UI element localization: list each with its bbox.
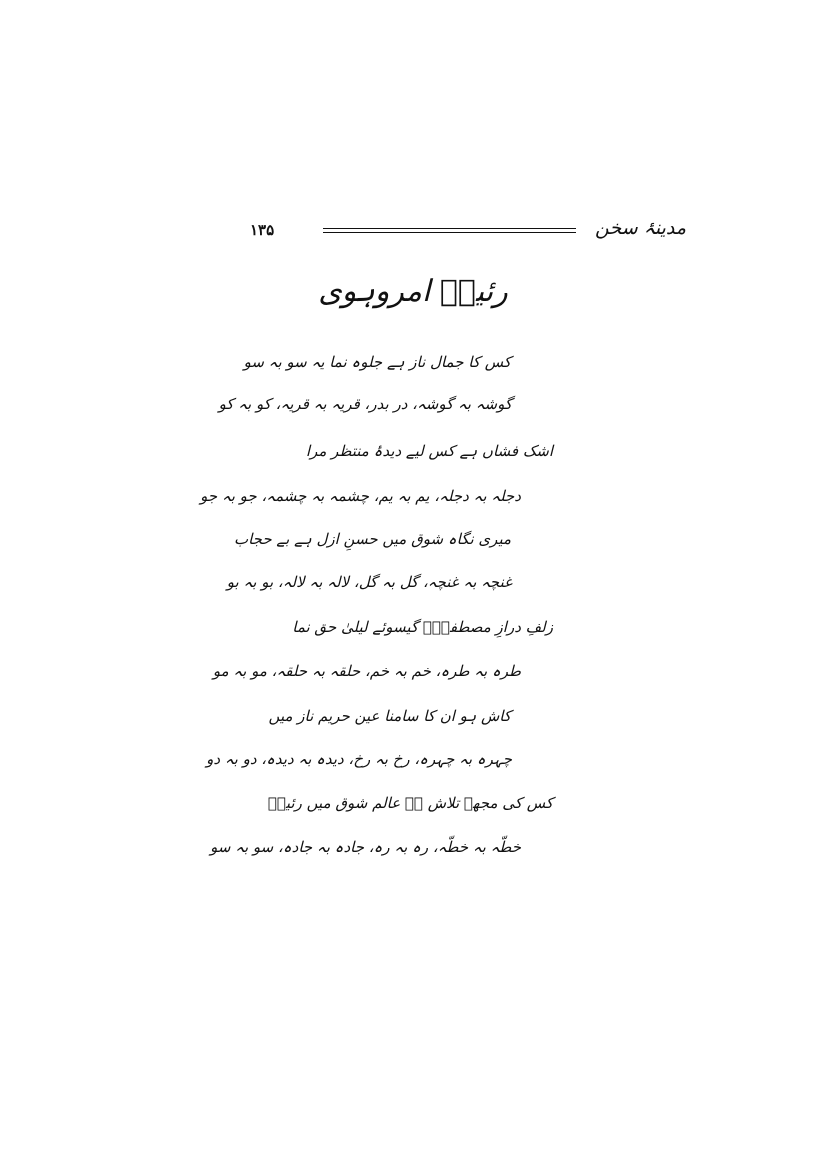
- header-rule-bottom: [323, 232, 576, 233]
- verse-line: گوشہ بہ گوشہ، در بدر، قریہ بہ قریہ، کو بہ کو: [218, 395, 512, 413]
- verse-line: دجلہ بہ دجلہ، یم بہ یم، چشمہ بہ چشمہ، جو بہ جو: [200, 487, 521, 505]
- verse-line: زلفِ درازِ مصطفیٰؐ گیسوئے لیلیٰ حق نما: [292, 618, 553, 636]
- verse-line: طرہ بہ طرہ، خم بہ خم، حلقہ بہ حلقہ، مو بہ مو: [212, 662, 521, 680]
- verse-line: کاش ہو ان کا سامنا عین حریم ناز میں: [268, 707, 511, 725]
- header-rule-top: [323, 228, 576, 229]
- verse-line: کس کی مجھے تلاش ہے عالم شوق میں رئیسؔ: [267, 794, 553, 812]
- verse-line: اشک فشاں ہے کس لیے دیدۂ منتظر مرا: [305, 442, 553, 460]
- verse-line: میری نگاہ شوق میں حسنِ ازل ہے بے حجاب: [233, 530, 511, 548]
- page-header: [250, 218, 686, 242]
- verse-line: چہرہ بہ چہرہ، رخ بہ رخ، دیدہ بہ دیدہ، دو بہ دو: [206, 750, 512, 768]
- verse-line: غنچہ بہ غنچہ، گل بہ گل، لالہ بہ لالہ، بو بہ بو: [226, 573, 512, 591]
- page-number: ۱۳۵: [250, 221, 275, 239]
- poet-name-heading: رئیسؔ امروہوی: [318, 274, 508, 309]
- verse-line: خطّہ بہ خطّہ، رہ بہ رہ، جادہ بہ جادہ، سو بہ سو: [210, 838, 521, 856]
- book-title: مدینۂ سخن: [595, 217, 686, 239]
- verse-line: کس کا جمال ناز ہے جلوہ نما یہ سو بہ سو: [243, 353, 511, 371]
